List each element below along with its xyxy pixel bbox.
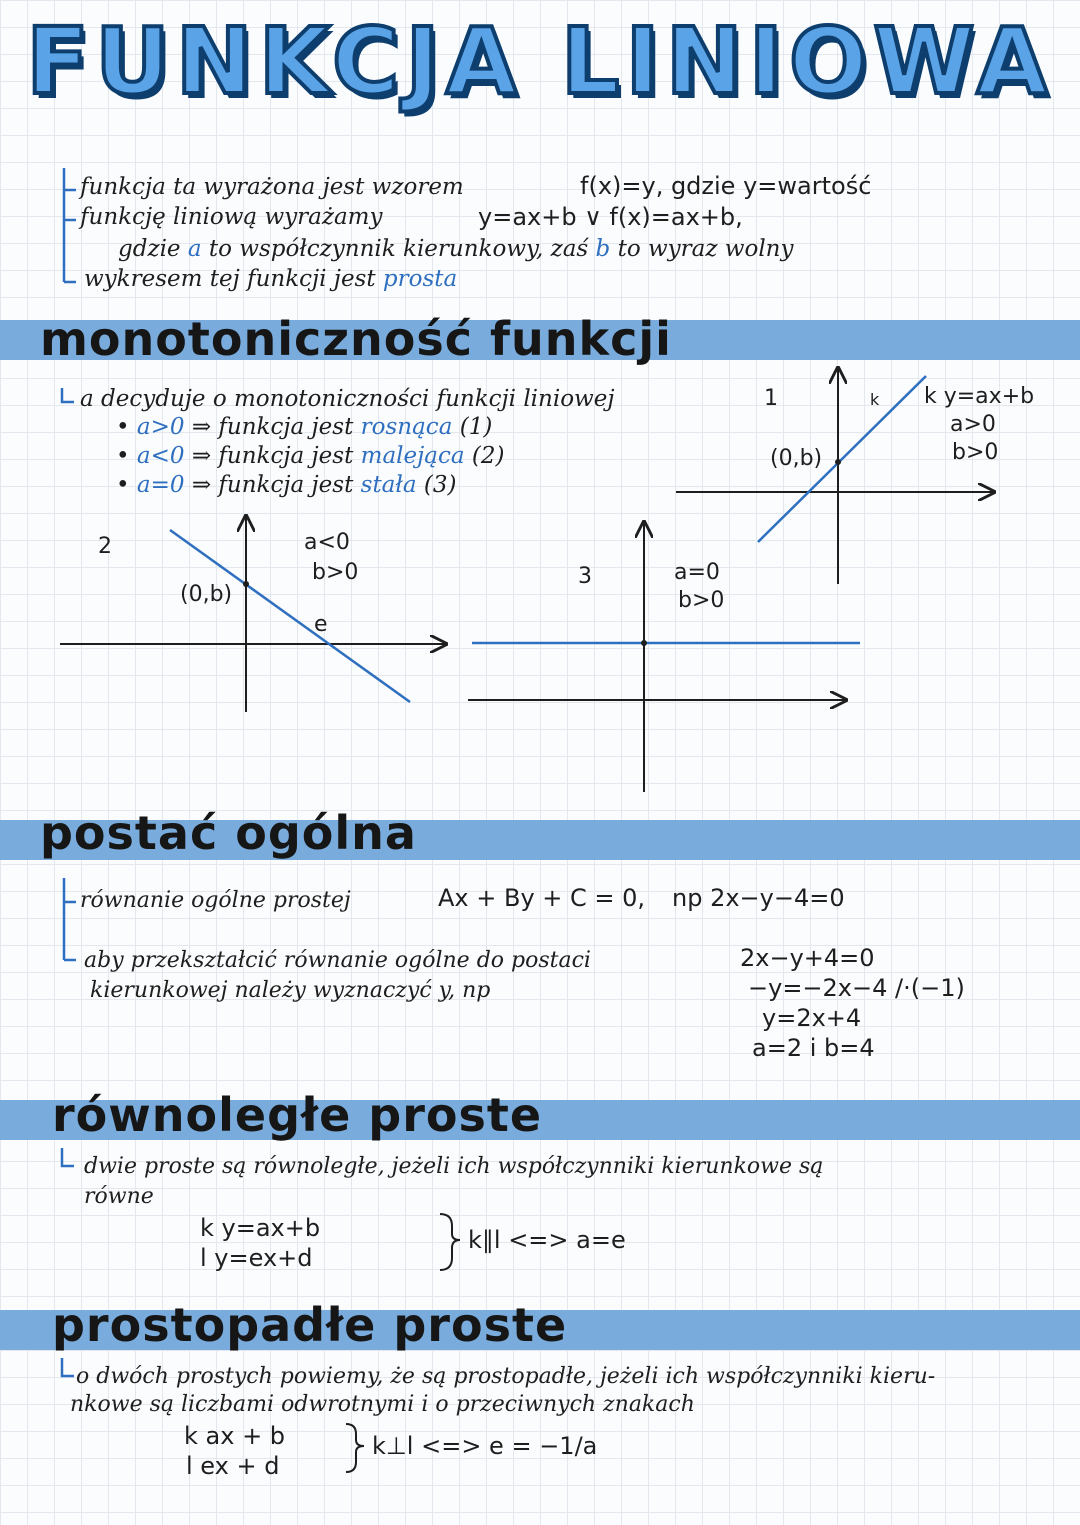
intro-line3-mid: to współczynnik kierunkowy, zaś — [208, 236, 589, 262]
perpendicular-eq-k: k ax + b — [184, 1422, 286, 1450]
intro-line3-pre: gdzie — [118, 236, 181, 262]
general-step: y=2x+4 — [762, 1004, 862, 1032]
general-step: −y=−2x−4 /·(−1) — [748, 974, 965, 1002]
intro-line2-text: funkcję liniową wyrażamy — [80, 204, 383, 230]
graph1-number: 1 — [764, 386, 778, 411]
perpendicular-line2: nkowe są liczbami odwrotnymi i o przeciwnych znakach — [70, 1392, 695, 1417]
general-line2b: kierunkowej należy wyznaczyć y, np — [90, 978, 491, 1003]
intro-line4-highlight: prosta — [382, 266, 458, 292]
intro-line2-formula: y=ax+b ∨ f(x)=ax+b, — [478, 203, 743, 231]
intro-line1-formula: f(x)=y, gdzie y=wartość — [580, 172, 872, 200]
parallel-line2: równe — [84, 1184, 154, 1209]
general-step: a=2 i b=4 — [752, 1034, 875, 1062]
intro-line1-text: funkcja ta wyrażona jest wzorem — [80, 174, 464, 200]
intro-line3-a: a — [187, 236, 202, 262]
graph2-line-label: e — [314, 612, 328, 637]
graph1-point: (0,b) — [770, 446, 823, 471]
graph1-condition-b: b>0 — [952, 440, 999, 465]
perpendicular-line1: o dwóch prostych powiemy, że są prostopadłe, jeżeli ich współczynniki kieru- — [76, 1364, 936, 1389]
page-title: FUNKCJA LINIOWA — [26, 8, 1054, 115]
section-heading-monotonicity: monotoniczność funkcji — [40, 312, 672, 366]
perpendicular-result: k⊥l <=> e = −1/a — [372, 1432, 598, 1460]
intro-line4-pre: wykresem tej funkcji jest — [84, 266, 376, 292]
section-heading-perpendicular: prostopadłe proste — [52, 1298, 568, 1352]
parallel-result: k∥l <=> a=e — [468, 1226, 626, 1254]
section-heading-general: postać ogólna — [40, 806, 417, 860]
graph1-condition-a: a>0 — [950, 412, 996, 437]
general-line1-text: równanie ogólne prostej — [80, 888, 351, 913]
monotonicity-item: • a<0 ⇒ funkcja jest malejąca (2) — [116, 443, 505, 469]
parallel-eq-l: l y=ex+d — [200, 1244, 313, 1272]
graph3-number: 3 — [578, 564, 592, 589]
graph2-point: (0,b) — [180, 582, 233, 607]
graph2-condition-a: a<0 — [304, 530, 350, 555]
parallel-line1: dwie proste są równoległe, jeżeli ich współczynniki kierunkowe są — [84, 1154, 824, 1179]
graph3-condition-b: b>0 — [678, 588, 725, 613]
graph2-condition-b: b>0 — [312, 560, 359, 585]
graph1-line-label: k — [870, 390, 880, 409]
graph2-number: 2 — [98, 534, 112, 559]
perpendicular-eq-l: l ex + d — [186, 1452, 280, 1480]
parallel-eq-k: k y=ax+b — [200, 1214, 321, 1242]
general-step: 2x−y+4=0 — [740, 944, 875, 972]
monotonicity-item: • a=0 ⇒ funkcja jest stała (3) — [116, 472, 457, 498]
intro-line3-post: to wyraz wolny — [617, 236, 794, 262]
general-line2a: aby przekształcić równanie ogólne do postaci — [84, 948, 591, 973]
section-heading-parallel: równoległe proste — [52, 1088, 543, 1142]
graph1-equation: k y=ax+b — [924, 384, 1035, 409]
monotonicity-lead: a decyduje o monotoniczności funkcji liniowej — [80, 386, 615, 412]
monotonicity-item: • a>0 ⇒ funkcja jest rosnąca (1) — [116, 414, 493, 440]
intro-line3-b: b — [595, 236, 611, 262]
general-line1-example: np 2x−y−4=0 — [672, 884, 845, 912]
general-line1-formula: Ax + By + C = 0, — [438, 884, 646, 912]
graph3-condition-a: a=0 — [674, 560, 720, 585]
